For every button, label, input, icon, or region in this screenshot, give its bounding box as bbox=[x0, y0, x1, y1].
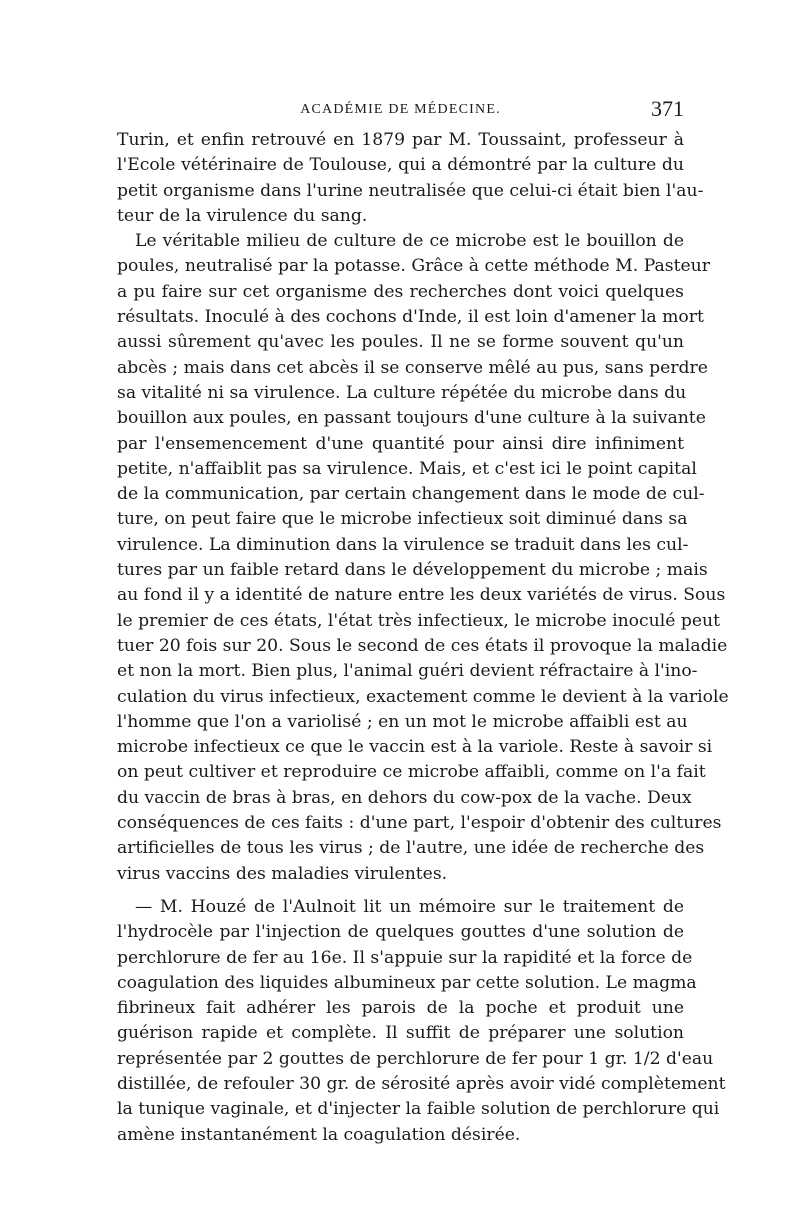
text-line: poules, neutralisé par la potasse. Grâce à cette méthode M. Pasteur bbox=[117, 256, 710, 277]
text-line: et non la mort. Bien plus, l'animal guéri devient réfractaire à l'ino- bbox=[117, 661, 698, 682]
text-line: tures par un faible retard dans le développement du microbe ; mais bbox=[117, 560, 708, 581]
text-line: petit organisme dans l'urine neutralisée que celui-ci était bien l'au- bbox=[117, 180, 704, 201]
text-line: artificielles de tous les virus ; de l'autre, une idée de recherche des bbox=[117, 838, 705, 859]
text-line: au fond il y a identité de nature entre les deux variétés de virus. Sous bbox=[117, 585, 726, 606]
text-line: abcès ; mais dans cet abcès il se conserve mêlé au pus, sans perdre bbox=[117, 357, 708, 378]
text-line: amène instantanément la coagulation désirée. bbox=[117, 1124, 521, 1145]
text-line: virus vaccins des maladies virulentes. bbox=[117, 863, 448, 884]
text-line: fibrineux fait adhérer les parois de la poche et produit une bbox=[117, 998, 684, 1019]
text-line: tuer 20 fois sur 20. Sous le second de ces états il provoque la maladie bbox=[117, 635, 728, 656]
text-line: petite, n'affaiblit pas sa virulence. Mais, et c'est ici le point capital bbox=[117, 458, 697, 479]
running-header-title: ACADÉMIE DE MÉDECINE. bbox=[300, 102, 501, 117]
text-line: on peut cultiver et reproduire ce microbe affaibli, comme on l'a fait bbox=[117, 762, 706, 783]
text-line: l'homme que l'on a variolisé ; en un mot le microbe affaibli est au bbox=[117, 711, 688, 732]
text-line: distillée, de refouler 30 gr. de sérosité après avoir vidé complètement bbox=[117, 1073, 726, 1094]
text-line: l'Ecole vétérinaire de Toulouse, qui a démontré par la culture du bbox=[117, 155, 684, 176]
text-line: Turin, et enfin retrouvé en 1879 par M. Toussaint, professeur à bbox=[117, 130, 684, 150]
text-line: — M. Houzé de l'Aulnoit lit un mémoire sur le traitement de bbox=[135, 896, 684, 917]
text-line: l'hydrocèle par l'injection de quelques gouttes d'une solution de bbox=[117, 922, 684, 943]
text-line: microbe infectieux ce que le vaccin est à la variole. Reste à savoir si bbox=[117, 737, 713, 758]
text-line: résultats. Inoculé à des cochons d'Inde, il est loin d'amener la mort bbox=[117, 307, 704, 328]
text-line: sa vitalité ni sa virulence. La culture répétée du microbe dans du bbox=[117, 382, 687, 403]
text-line: aussi sûrement qu'avec les poules. Il ne se forme souvent qu'un bbox=[117, 332, 684, 353]
text-line: par l'ensemencement d'une quantité pour ainsi dire infiniment bbox=[117, 433, 684, 454]
text-line: la tunique vaginale, et d'injecter la faible solution de perchlorure qui bbox=[117, 1099, 720, 1120]
text-line: le premier de ces états, l'état très infectieux, le microbe inoculé peut bbox=[117, 610, 720, 631]
text-line: perchlorure de fer au 16e. Il s'appuie sur la rapidité et la force de bbox=[117, 947, 693, 968]
text-line: ture, on peut faire que le microbe infectieux soit diminué dans sa bbox=[117, 509, 688, 530]
paragraph-houze-hydrocele bbox=[117, 895, 726, 1148]
text-line: guérison rapide et complète. Il suffit de préparer une solution bbox=[117, 1023, 684, 1044]
text-line: coagulation des liquides albumineux par cette solution. Le magma bbox=[117, 972, 697, 993]
text-line: représentée par 2 gouttes de perchlorure de fer pour 1 gr. 1/2 d'eau bbox=[117, 1048, 714, 1069]
paragraph-continuation bbox=[117, 128, 704, 229]
text-line: du vaccin de bras à bras, en dehors du cow-pox de la vache. Deux bbox=[117, 787, 692, 808]
body-text bbox=[117, 128, 729, 1148]
text-line: culation du virus infectieux, exactement comme le devient à la variole bbox=[117, 686, 729, 707]
paragraph-pasteur-microbe bbox=[117, 229, 729, 887]
page-number: 371 bbox=[651, 96, 684, 121]
running-header bbox=[117, 96, 684, 126]
text-line: de la communication, par certain changement dans le mode de cul- bbox=[117, 484, 705, 505]
text-line: teur de la virulence du sang. bbox=[117, 205, 368, 226]
text-line: bouillon aux poules, en passant toujours d'une culture à la suivante bbox=[117, 408, 706, 429]
text-line: a pu faire sur cet organisme des recherches dont voici quelques bbox=[117, 281, 684, 302]
text-line: Le véritable milieu de culture de ce microbe est le bouillon de bbox=[135, 231, 684, 252]
text-line: virulence. La diminution dans la virulence se traduit dans les cul- bbox=[117, 534, 689, 555]
text-line: conséquences de ces faits : d'une part, l'espoir d'obtenir des cultures bbox=[117, 813, 722, 834]
